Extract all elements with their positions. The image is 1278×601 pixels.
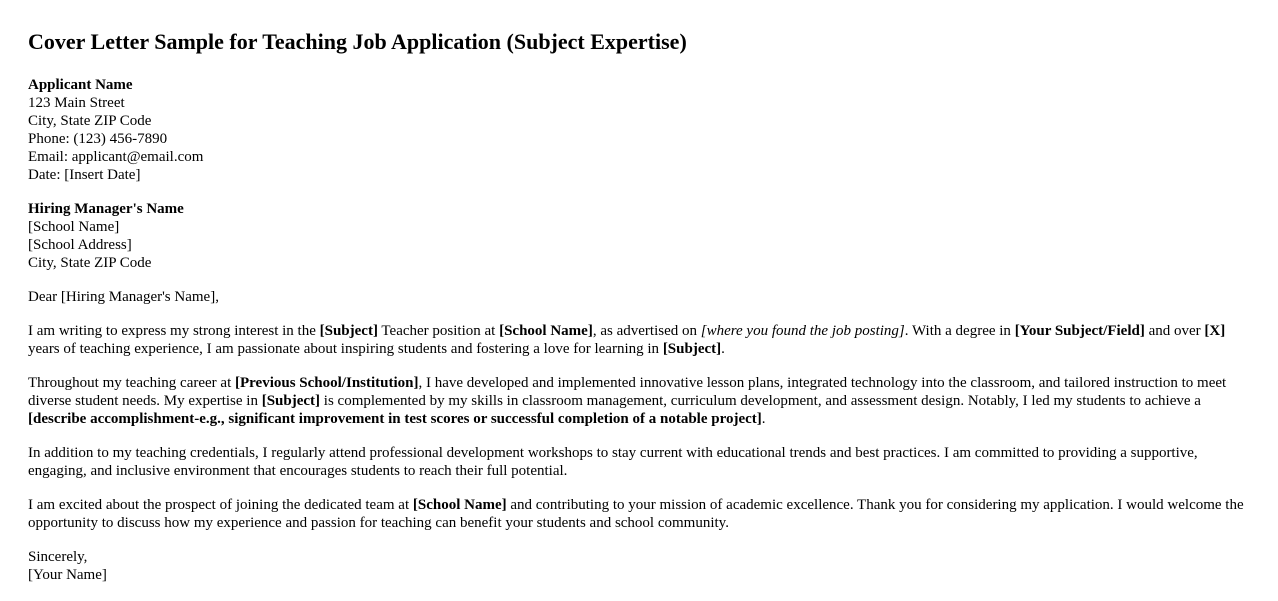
- placeholder-field: [Your Subject/Field]: [1014, 323, 1145, 339]
- closing-block: [28, 548, 1250, 584]
- recipient-name: Hiring Manager's Name: [28, 201, 184, 217]
- placeholder-subject: [Subject]: [261, 393, 321, 409]
- recipient-city: City, State ZIP Code: [28, 255, 152, 271]
- placeholder-previous-school: [Previous School/Institution]: [235, 375, 419, 391]
- sender-address-block: [28, 76, 1250, 184]
- text-run: , I have developed and implemented innovative lesson plans, integrated technology into the classroom, and tailored instruction to meet diverse student needs. My expertise in: [28, 375, 1227, 409]
- salutation: Dear [Hiring Manager's Name],: [28, 289, 219, 305]
- letter-date: Date: [Insert Date]: [28, 167, 141, 183]
- text-run: Teacher position at: [377, 323, 500, 339]
- placeholder-accomplishment: [describe accomplishment-e.g., significant improvement in test scores or successful completion of a notable project]: [28, 411, 762, 427]
- paragraph-development: In addition to my teaching credentials, I regularly attend professional development workshops to stay current with educational trends and best practices. I am committed to providing a supportive, engaging, and inclusive environment that encourages students to reach their full potential.: [28, 445, 1198, 479]
- text-run: Throughout my teaching career at: [28, 375, 235, 391]
- sender-email: Email: applicant@email.com: [28, 149, 204, 165]
- valediction: Sincerely,: [28, 549, 88, 565]
- placeholder-subject: [Subject]: [662, 341, 722, 357]
- text-run: I am writing to express my strong interest in the: [28, 323, 320, 339]
- placeholder-years: [X]: [1204, 323, 1226, 339]
- sender-city: City, State ZIP Code: [28, 113, 152, 129]
- placeholder-job-source: [where you found the job posting]: [700, 323, 905, 339]
- text-run: I am excited about the prospect of joining the dedicated team at: [28, 497, 413, 513]
- text-run: .: [721, 341, 725, 357]
- placeholder-subject: [Subject]: [319, 323, 378, 339]
- signature: [Your Name]: [28, 567, 107, 583]
- recipient-address: [School Address]: [28, 237, 132, 253]
- paragraph-closing: [28, 496, 1250, 532]
- placeholder-school-name: [School Name]: [499, 323, 593, 339]
- page-title: Cover Letter Sample for Teaching Job Application (Subject Expertise): [28, 29, 687, 54]
- placeholder-school-name: [School Name]: [412, 497, 507, 513]
- sender-name: Applicant Name: [28, 77, 133, 93]
- text-run: .: [761, 411, 766, 427]
- text-run: . With a degree in: [904, 323, 1015, 339]
- sender-phone: Phone: (123) 456-7890: [28, 131, 168, 147]
- paragraph-interest: [28, 322, 1250, 358]
- sender-street: 123 Main Street: [28, 95, 125, 111]
- recipient-school: [School Name]: [28, 219, 120, 235]
- text-run: , as advertised on: [592, 323, 701, 339]
- text-run: and over: [1144, 323, 1205, 339]
- recipient-address-block: [28, 200, 1250, 272]
- text-run: is complemented by my skills in classroom management, curriculum development, and assessment design. Notably, I led my students to achieve a: [320, 393, 1201, 409]
- text-run: and contributing to your mission of academic excellence. Thank you for considering my application. I would welcome the opportunity to discuss how my experience and passion for teaching can benefit your students and school community.: [28, 497, 1244, 531]
- text-run: years of teaching experience, I am passionate about inspiring students and fostering a love for learning in: [28, 341, 663, 357]
- paragraph-experience: [28, 374, 1250, 428]
